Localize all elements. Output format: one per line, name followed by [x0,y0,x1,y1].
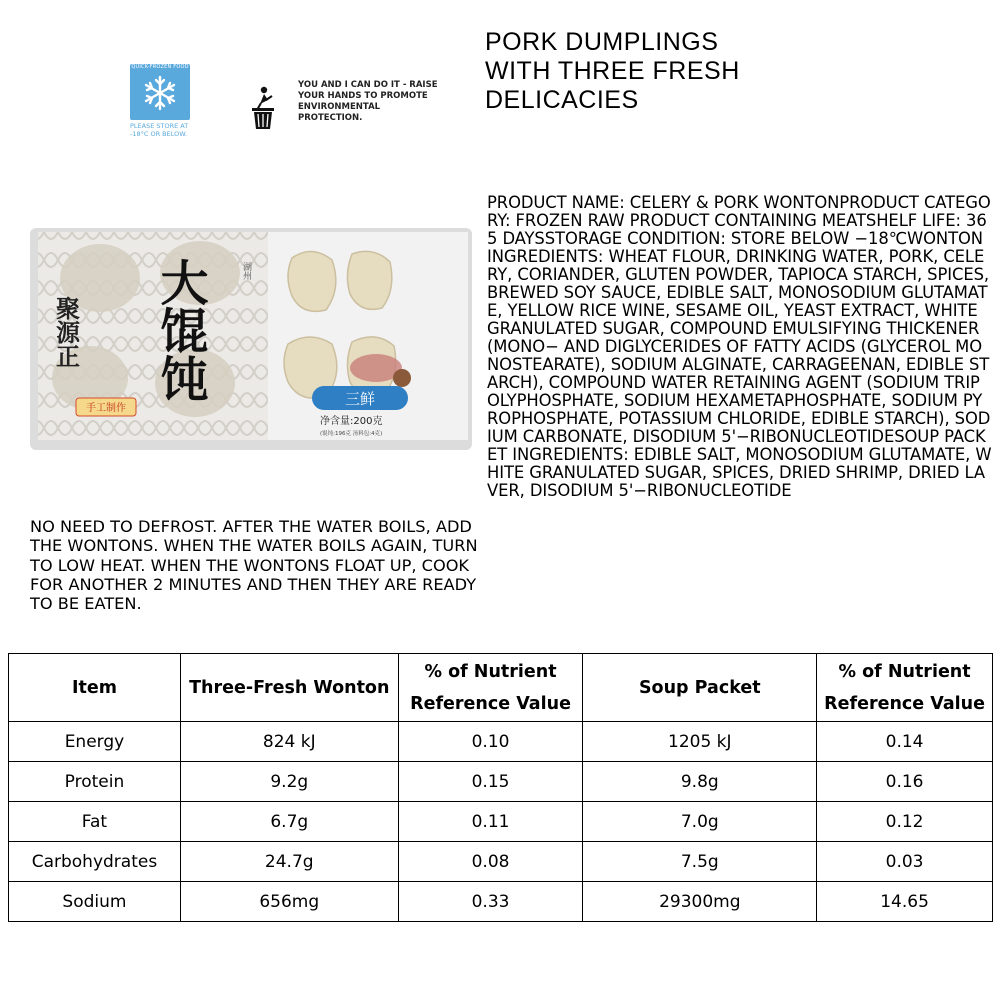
package-image [30,218,472,458]
product-description: PRODUCT NAME: CELERY & PORK WONTONPRODUCT CATEGORY: FROZEN RAW PRODUCT CONTAINING MEATSHELF LIFE: 365 DAYSSTORAGE CONDITION: STORE BELOW −18℃WONTON INGREDIENTS: WHEAT FLOUR, DRINKING WATER, PORK, CELERY, CORIANDER, GLUTEN POWDER, TAPIOCA STARCH, SPICES, BREWED SOY SAUCE, EDIBLE SALT, MONOSODIUM GLUTAMATE, YELLOW RICE WINE, SESAME OIL, YEAST EXTRACT, WHITE GRANULATED SUGAR, COMPOUND EMULSIFYING THICKENER (MONO− AND DIGLYCERIDES OF FATTY ACIDS (GLYCEROL MONOSTEARATE), SODIUM ALGINATE, CARRAGEENAN, EDIBLE STARCH), COMPOUND WATER RETAINING AGENT (SODIUM TRIPOLYPHOSPHATE, SODIUM HEXAMETAPHOSPHATE, SODIUM PYROPHOSPHATE, POTASSIUM CHLORIDE, EDIBLE STARCH), SODIUM CARBONATE, DISODIUM 5'−RIBONUCLEOTIDESOUP PACKET INGREDIENTS: EDIBLE SALT, MONOSODIUM GLUTAMATE, WHITE GRANULATED SUGAR, SPICES, DRIED SHRIMP, DRIED LAVER, DISODIUM 5'−RIBONUCLEOTIDE [487,193,992,500]
table-row [9,762,993,802]
cell-soup-nrv: 0.16 [817,762,993,802]
table-header-row [9,654,993,722]
region-tag: 湖州 [241,262,251,280]
cell-soup: 7.0g [583,802,817,842]
snowflake-icon [142,75,178,111]
cell-item: Protein [9,762,181,802]
cell-wonton: 656mg [180,882,398,922]
header-wonton: Three-Fresh Wonton [180,654,398,722]
header-soup-nrv: % of Nutrient Reference Value [817,654,993,722]
product-title: PORK DUMPLINGS WITH THREE FRESH DELICACIES [485,28,740,114]
cell-item: Fat [9,802,181,842]
cell-wonton: 9.2g [180,762,398,802]
cell-wonton-nrv: 0.33 [398,882,583,922]
cooking-instructions: NO NEED TO DEFROST. AFTER THE WATER BOILS, ADD THE WONTONS. WHEN THE WATER BOILS AGAIN, TURN TO LOW HEAT. WHEN THE WONTONS FLOAT UP, COOK FOR ANOTHER 2 MINUTES AND THEN THEY ARE READY TO BE EATEN. [30,517,478,614]
net-weight: 净含量:200克 [320,416,383,427]
cell-soup: 29300mg [583,882,817,922]
cell-soup: 7.5g [583,842,817,882]
cell-wonton-nrv: 0.15 [398,762,583,802]
cell-soup-nrv: 14.65 [817,882,993,922]
cell-wonton-nrv: 0.08 [398,842,583,882]
cell-soup-nrv: 0.14 [817,722,993,762]
brand-name: 聚源正 [51,296,81,368]
cell-soup-nrv: 0.12 [817,802,993,842]
cell-wonton: 24.7g [180,842,398,882]
recycle-bin-icon [248,86,280,130]
cell-wonton: 824 kJ [180,722,398,762]
net-weight-detail: (馄饨:196克 汤料包:4克) [320,431,383,437]
cell-soup-nrv: 0.03 [817,842,993,882]
storage-caption: PLEASE STORE AT -18°C OR BELOW. [130,122,189,138]
cell-soup: 9.8g [583,762,817,802]
cell-wonton-nrv: 0.11 [398,802,583,842]
header-item: Item [9,654,181,722]
handmade-tag: 手工制作 [86,403,126,414]
header-wonton-nrv: % of Nutrient Reference Value [398,654,583,722]
frozen-storage-badge [130,64,194,158]
cell-item: Carbohydrates [9,842,181,882]
header-soup-packet: Soup Packet [583,654,817,722]
cell-item: Sodium [9,882,181,922]
cell-item: Energy [9,722,181,762]
eco-badge [248,80,438,150]
cell-wonton-nrv: 0.10 [398,722,583,762]
table-row [9,722,993,762]
product-name-cn: 大馄饨 [152,258,208,402]
table-row [9,802,993,842]
cell-soup: 1205 kJ [583,722,817,762]
table-row [9,842,993,882]
eco-slogan: YOU AND I CAN DO IT - RAISE YOUR HANDS TO PROMOTE ENVIRONMENTAL PROTECTION. [298,80,438,123]
table-row [9,882,993,922]
quick-frozen-label: QUICK-FROZEN FOOD [131,64,189,70]
flavor-label: 三鲜 [344,390,376,408]
cell-wonton: 6.7g [180,802,398,842]
nutrition-table [8,653,993,922]
freeze-box [130,64,190,120]
